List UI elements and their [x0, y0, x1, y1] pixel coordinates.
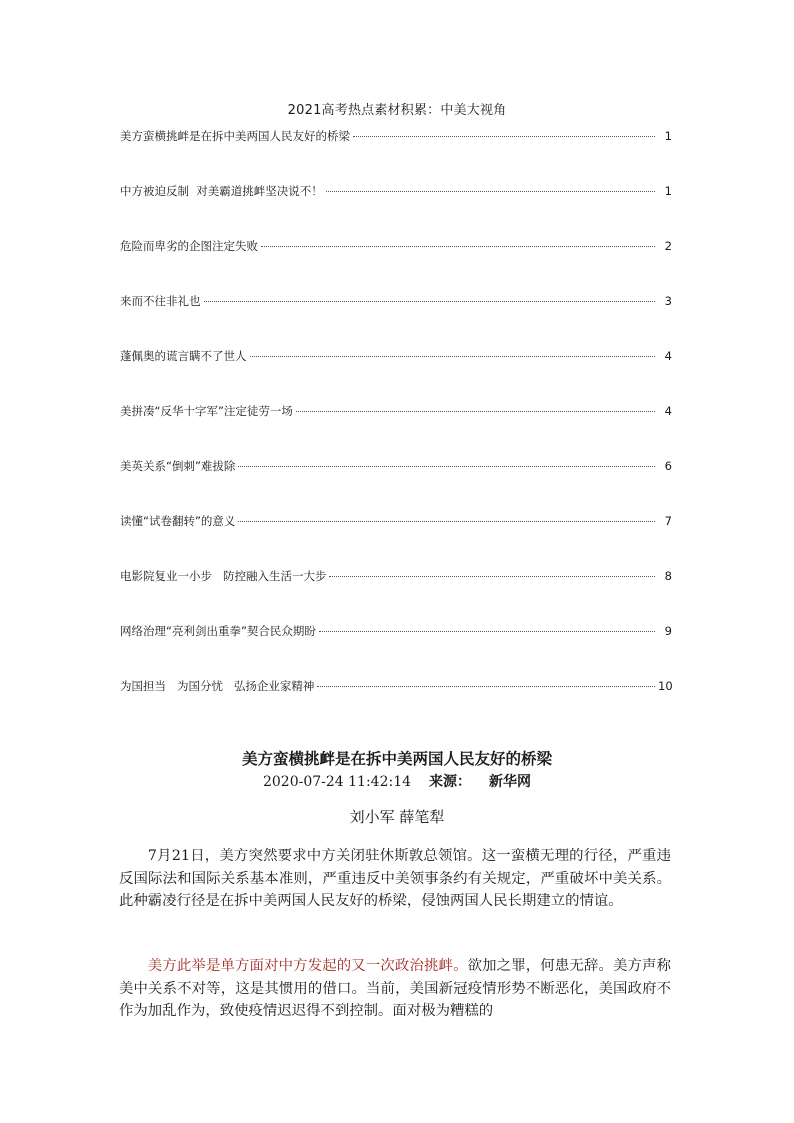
toc-page-number: 9: [664, 624, 672, 638]
table-of-contents: [120, 128, 672, 733]
toc-leader-dots: [319, 631, 655, 632]
toc-page-number: 2: [664, 239, 672, 253]
toc-leader-dots: [238, 466, 655, 467]
toc-entry[interactable]: [120, 513, 672, 568]
toc-entry[interactable]: [120, 568, 672, 623]
toc-page-number: 7: [664, 514, 672, 528]
toc-entry[interactable]: [120, 238, 672, 293]
toc-page-number: 10: [658, 679, 673, 693]
article-meta: [0, 771, 794, 791]
toc-entry[interactable]: [120, 128, 672, 183]
paragraph-text: 欲加之罪，何患无辞。美方声称美中关系不对等，这是其惯用的借口。当前，美国新冠疫情形势不断恶化，美国政府不作为加乱作为，致使疫情迟迟得不到控制。面对极为糟糕的: [119, 958, 671, 1019]
toc-leader-dots: [353, 136, 655, 137]
toc-page-number: 1: [664, 184, 672, 198]
toc-entry-label: 危险而卑劣的企图注定失败: [120, 239, 258, 253]
article-paragraph: [119, 955, 671, 1023]
toc-entry[interactable]: [120, 348, 672, 403]
toc-page-number: 4: [664, 349, 672, 363]
article-authors: 刘小军 薛笔犁: [349, 808, 445, 826]
article-source-label: 来源：: [429, 774, 472, 790]
article-title: 美方蛮横挑衅是在拆中美两国人民友好的桥梁: [241, 749, 552, 768]
toc-entry-label: 中方被迫反制 对美霸道挑衅坚决说不！: [120, 184, 323, 198]
highlighted-sentence: 美方此举是单方面对中方发起的又一次政治挑衅。: [147, 958, 468, 974]
toc-entry-label: 蓬佩奥的谎言瞒不了世人: [120, 349, 247, 363]
toc-leader-dots: [326, 191, 655, 192]
toc-entry[interactable]: [120, 458, 672, 513]
article-source: 新华网: [489, 774, 532, 790]
toc-title: 2021高考热点素材积累：中美大视角: [287, 103, 507, 118]
toc-entry-label: 为国担当 为国分忧 弘扬企业家精神: [120, 679, 315, 693]
toc-page-number: 6: [664, 459, 672, 473]
toc-entry-label: 网络治理“亮利剑出重拳”契合民众期盼: [120, 624, 316, 638]
toc-leader-dots: [317, 686, 655, 687]
toc-entry-label: 美英关系“倒刺”难拔除: [120, 459, 236, 473]
toc-page-number: 1: [664, 129, 672, 143]
toc-entry-label: 来而不往非礼也: [120, 294, 201, 308]
toc-entry-label: 美方蛮横挑衅是在拆中美两国人民友好的桥梁: [120, 129, 350, 143]
toc-page-number: 3: [664, 294, 672, 308]
toc-entry[interactable]: [120, 183, 672, 238]
article-paragraph: 7月21日，美方突然要求中方关闭驻休斯敦总领馆。这一蛮横无理的行径，严重违反国际法和国际关系基本准则，严重违反中美领事条约有关规定，严重破坏中美关系。此种霸凌行径是在拆中美两国人民友好的桥梁，侵蚀两国人民长期建立的情谊。: [119, 848, 671, 909]
toc-entry-label: 美拼凑“反华十字军”注定徒劳一场: [120, 404, 293, 418]
toc-leader-dots: [296, 411, 655, 412]
toc-leader-dots: [329, 576, 655, 577]
toc-leader-dots: [204, 301, 656, 302]
toc-page-number: 8: [664, 569, 672, 583]
toc-entry[interactable]: [120, 623, 672, 678]
toc-entry[interactable]: [120, 403, 672, 458]
article-datetime: 2020-07-24 11:42:14: [262, 774, 412, 790]
toc-entry[interactable]: [120, 678, 672, 733]
toc-leader-dots: [250, 356, 656, 357]
toc-entry-label: 读懂“试卷翻转”的意义: [120, 514, 236, 528]
toc-leader-dots: [238, 521, 655, 522]
toc-entry-label: 电影院复业一小步 防控融入生活一大步: [120, 569, 327, 583]
toc-page-number: 4: [664, 404, 672, 418]
toc-entry[interactable]: [120, 293, 672, 348]
toc-leader-dots: [261, 246, 655, 247]
